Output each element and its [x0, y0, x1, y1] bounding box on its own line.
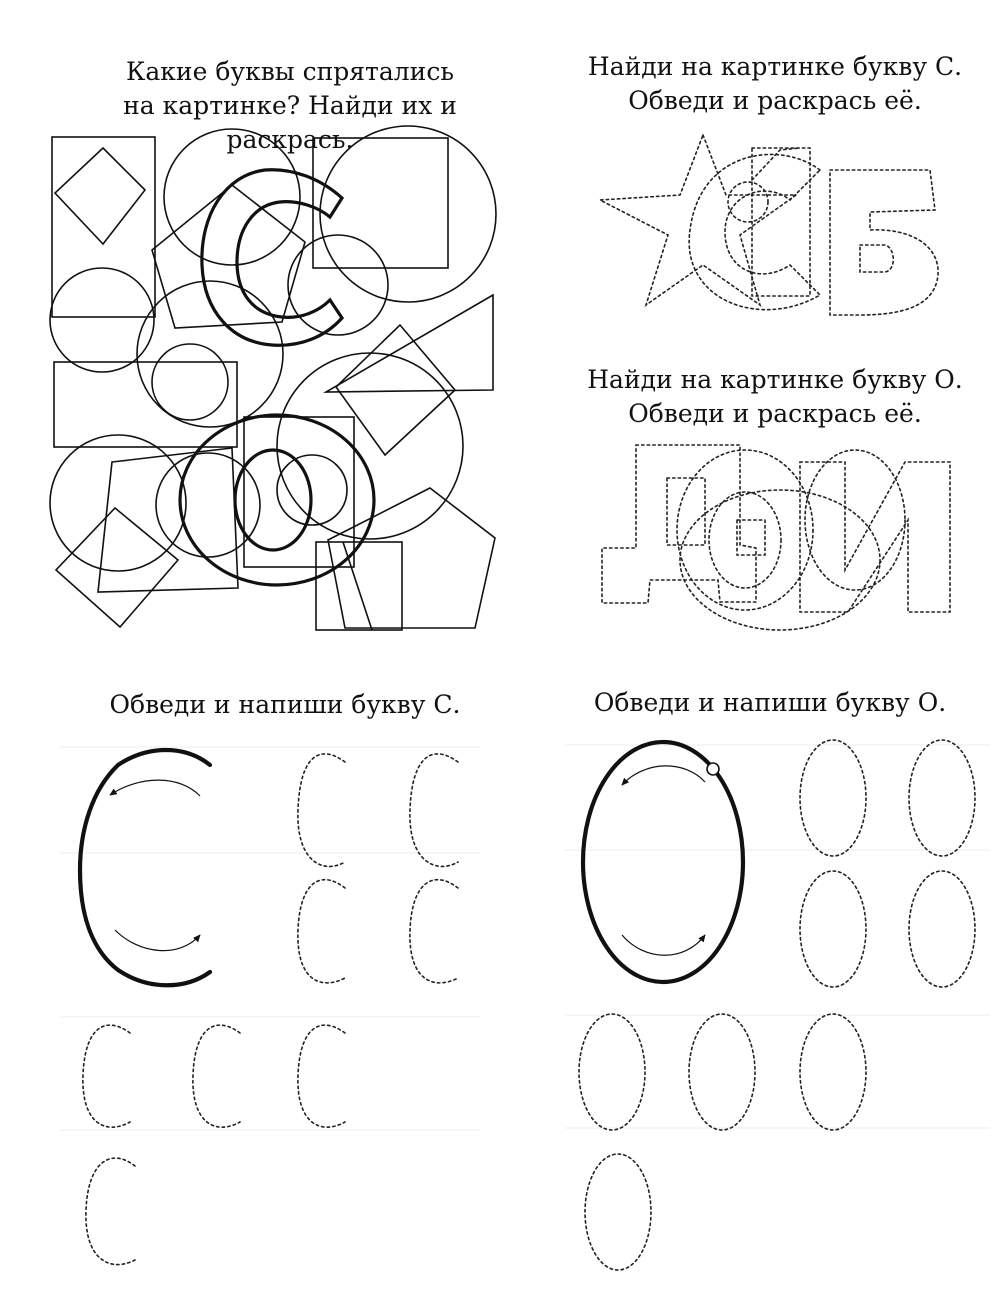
dotted-letter-c: [410, 880, 458, 983]
shape-outline: [55, 148, 145, 244]
caption-line: Найди на картинке букву С.: [587, 52, 963, 81]
trace-o-section[interactable]: [579, 740, 975, 1270]
dotted-letter-c: [298, 1025, 345, 1127]
shape-outline: [326, 295, 493, 392]
dotted-letter-c: [298, 754, 345, 867]
shape-outline: [277, 353, 463, 539]
shape-outline: [52, 137, 155, 317]
shape-outline: [54, 362, 237, 447]
caption-line: Обведи и раскрась её.: [628, 399, 922, 428]
shape-outline: [50, 268, 154, 372]
arrow-icon: [115, 930, 200, 951]
dotted-outline: [709, 492, 781, 588]
shape-outline: [152, 185, 305, 328]
dotted-letter-o: [909, 740, 975, 856]
shape-outline: [316, 542, 402, 630]
caption-line: Какие буквы спрятались: [126, 57, 454, 86]
dotted-letter-c: [298, 880, 345, 983]
caption-line: Найди на картинке букву О.: [587, 365, 963, 394]
dotted-outline: [737, 520, 765, 555]
dotted-outline: [677, 450, 813, 610]
dotted-outline: [800, 462, 950, 612]
dotted-letter-o: [800, 871, 866, 987]
dotted-letter-o: [585, 1154, 651, 1270]
dotted-letter-c: [193, 1025, 240, 1127]
dotted-outline: [830, 170, 938, 315]
dotted-letter-o: [689, 1014, 755, 1130]
shape-outline: [152, 344, 228, 420]
dotted-outline: [752, 148, 800, 180]
arrow-icon: [110, 780, 200, 796]
dotted-letter-c: [83, 1025, 130, 1127]
dotted-outline: [860, 245, 893, 272]
dotted-outline: [667, 478, 705, 545]
shape-outline: [320, 126, 496, 302]
caption-line: Обведи и напиши букву О.: [593, 688, 947, 717]
start-dot-icon: [707, 763, 719, 775]
dotted-letter-o: [800, 1014, 866, 1130]
arrow-icon: [622, 935, 705, 955]
shape-outline: [313, 138, 448, 268]
dotted-letter-c: [86, 1158, 135, 1264]
dotted-outline: [602, 445, 756, 603]
shape-outline: [343, 542, 372, 630]
dotted-letter-o: [579, 1014, 645, 1130]
model-letter-c: [80, 750, 210, 985]
caption-line: Обведи и напиши букву С.: [109, 690, 461, 719]
dotted-outline: [728, 182, 768, 222]
dotted-letter-c: [410, 754, 458, 867]
dotted-outline: [689, 154, 820, 309]
dotted-letter-o: [800, 740, 866, 856]
shape-outline: [328, 488, 495, 628]
find-c-puzzle[interactable]: [600, 135, 938, 315]
shape-outline: [244, 417, 354, 567]
find-o-puzzle[interactable]: [602, 445, 950, 630]
shape-outline: [235, 450, 311, 550]
arrow-icon: [622, 766, 705, 785]
dotted-outline: [805, 450, 905, 590]
shape-outline: [202, 170, 342, 346]
dotted-letter-o: [909, 871, 975, 987]
hidden-letters-puzzle[interactable]: [50, 126, 496, 630]
writing-guide-lines: [60, 745, 990, 1130]
caption-line: на картинке? Найди их и раскрась.: [123, 91, 457, 154]
shape-outline: [164, 129, 300, 265]
trace-c-section[interactable]: [80, 750, 458, 1265]
model-letter-o: [583, 742, 743, 982]
caption-line: Обведи и раскрась её.: [628, 86, 922, 115]
dotted-outline: [600, 135, 796, 305]
